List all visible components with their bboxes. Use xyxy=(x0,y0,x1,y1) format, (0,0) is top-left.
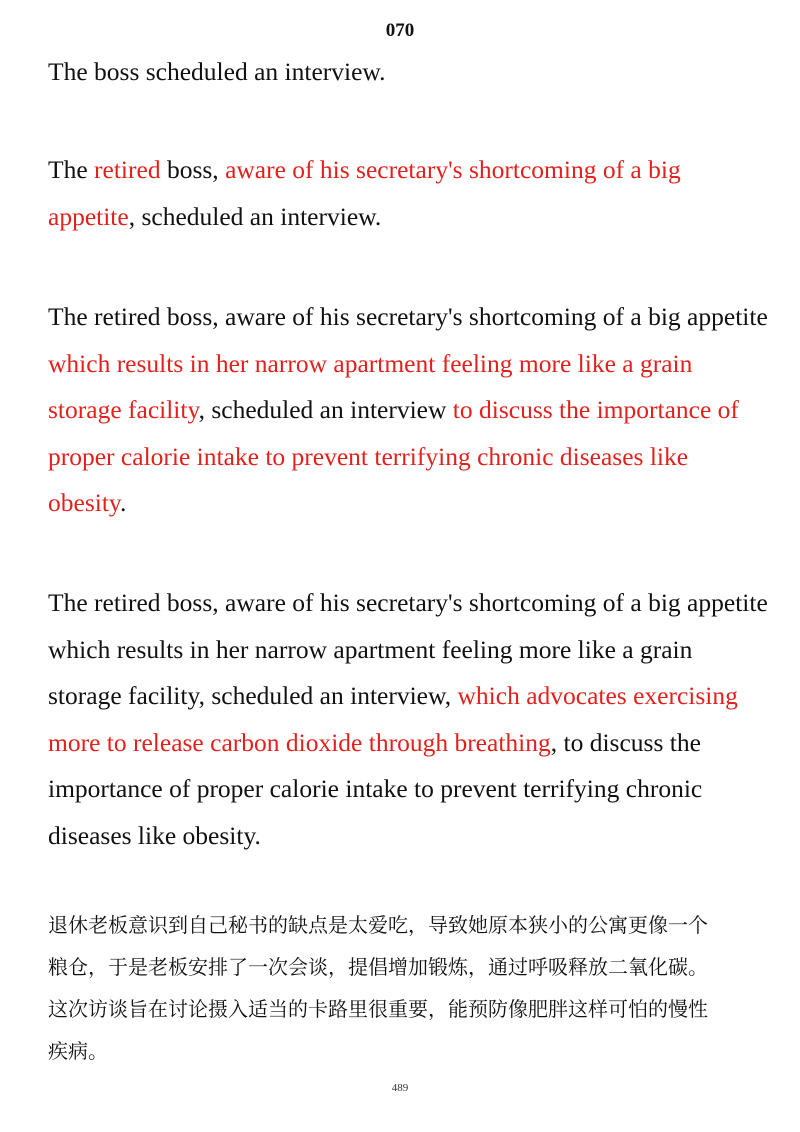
highlighted-segment: retired xyxy=(94,155,161,184)
translation-line: 退休老板意识到自己秘书的缺点是太爱吃，导致她原本狭小的公寓更像一个 xyxy=(48,913,708,937)
sentence-segment: The retired boss, aware of his secretary's shortcoming of a big appetite xyxy=(48,302,768,331)
sentence-4 xyxy=(48,580,768,859)
sentence-segment: boss, xyxy=(160,155,226,184)
highlighted-segment: to discuss the importance of proper calorie intake to prevent terrifying chronic diseases like obesity xyxy=(48,395,739,517)
translation-line: 这次访谈旨在讨论摄入适当的卡路里很重要，能预防像肥胖这样可怕的慢性 xyxy=(48,997,708,1021)
sentence-segment: , to discuss the importance of proper calorie intake to prevent terrifying chronic diseases like obesity. xyxy=(48,727,703,850)
translation-line: 粮仓，于是老板安排了一次会谈，提倡增加锻炼，通过呼吸释放二氧化碳。 xyxy=(48,955,708,979)
highlighted-segment: aware of his secretary's shortcoming of a big appetite xyxy=(48,155,681,231)
sentence-segment: , scheduled an interview xyxy=(198,395,453,424)
translation-line: 疾病。 xyxy=(48,1039,108,1063)
sentence-2 xyxy=(48,147,768,240)
page-number: 489 xyxy=(391,1082,409,1094)
highlighted-segment: which advocates exercising more to release carbon dioxide through breathing xyxy=(48,681,738,757)
sentence-segment: The boss scheduled an interview. xyxy=(48,57,386,86)
sentence-segment: . xyxy=(120,488,127,517)
sentence-segment: The retired boss, aware of his secretary's shortcoming of a big appetite which results in her narrow apartment feeling more like a grain storage facility, scheduled an interview, xyxy=(48,588,768,710)
sentence-1 xyxy=(48,49,768,96)
sentence-segment: The xyxy=(48,155,95,184)
chinese-translation xyxy=(48,904,768,1072)
sentence-3 xyxy=(48,294,768,527)
section-number: 070 xyxy=(385,20,415,41)
highlighted-segment: which results in her narrow apartment feeling more like a grain storage facility xyxy=(48,348,693,424)
sentence-segment: , scheduled an interview. xyxy=(128,201,382,231)
